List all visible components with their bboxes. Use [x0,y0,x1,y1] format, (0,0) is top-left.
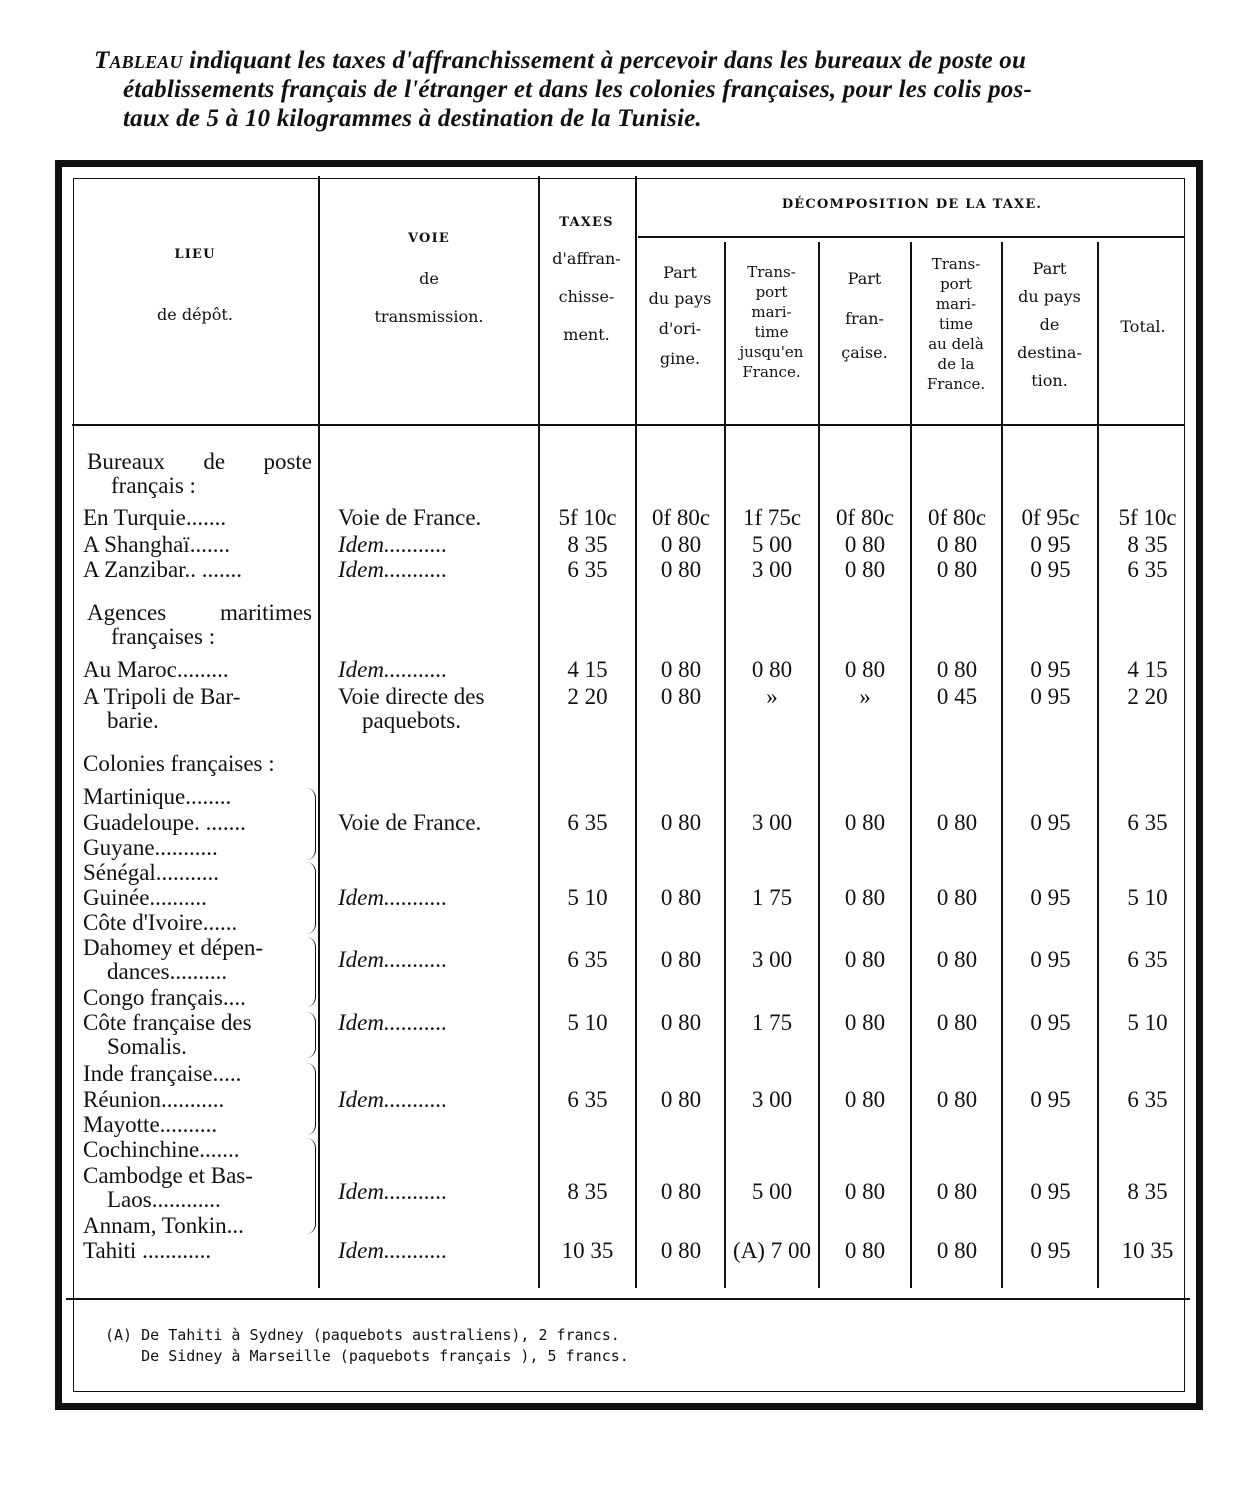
place-cell: Annam, Tonkin... [83,1213,244,1238]
fr-cell: » [859,684,871,709]
via-cell: Idem........... [338,1087,448,1112]
header-origin-3: d'ori- [658,319,702,338]
table-row [0,935,1246,984]
tr1-cell: 1 75 [751,1010,793,1035]
place-cell: Guyane........... [83,835,218,860]
tr1-cell: » [766,684,778,709]
table-row [0,657,1246,683]
total-cell: 8 35 [1127,532,1168,557]
tr2-cell: 0 80 [936,885,978,910]
tr1-cell: 5 00 [751,1179,793,1204]
taxe-cell: 2 20 [567,684,608,709]
table-row [0,985,1246,1011]
place-cell: Martinique........ [83,784,232,809]
place-cell: A Zanzibar.. ....... [83,557,243,582]
via-cell-continued: paquebots. [362,708,462,733]
table-row [0,505,1246,531]
header-destination-4: destina- [1017,343,1082,362]
header-total: Total. [1120,317,1166,336]
taxe-cell: 8 35 [567,1179,608,1204]
fr-cell: 0 80 [844,557,886,582]
tr2-cell: 0 80 [936,1087,978,1112]
taxe-cell: 4 15 [567,657,608,682]
taxe-cell: 6 35 [567,1087,608,1112]
header-lieu-2: de dépôt. [157,305,233,324]
group-bureaux-2: français : [111,473,196,498]
header-taxes-3: chisse- [558,287,615,306]
dest-cell: 0 95 [1030,532,1071,557]
tr2-cell: 0 80 [936,557,978,582]
tr2-cell: 0 80 [936,657,978,682]
total-cell: 4 15 [1127,657,1168,682]
header-voie [320,228,538,328]
tr1-cell: (A) 7 00 [733,1238,811,1263]
table-row [0,910,1246,936]
header-transport-2-3: mari- [935,295,977,313]
total-cell: 8 35 [1127,1179,1168,1204]
taxe-cell: 5 10 [567,1010,608,1035]
orig-cell: 0 80 [660,947,702,972]
group-agences-1: Agences maritimes [87,600,312,625]
via-cell: Idem........... [338,657,448,682]
place-cell: Guadeloupe. ....... [83,810,246,835]
tr1-cell: 3 00 [751,557,793,582]
group-agences [87,601,312,649]
tr2-cell: 0 80 [936,810,978,835]
fr-cell: 0 80 [844,657,886,682]
header-taxes [538,212,635,346]
header-destination-1: Part [1032,259,1067,278]
place-cell: Cambodge et Bas- [83,1163,253,1188]
header-transport-1-6: France. [742,363,801,381]
table-row [0,885,1246,911]
header-origin-2: du pays [648,289,712,308]
tr1-cell: 1 75 [751,885,793,910]
fr-cell: 0 80 [844,1238,886,1263]
table-row [0,1213,1246,1239]
header-transport-2-6: de la [937,355,975,373]
orig-cell: 0 80 [660,1010,702,1035]
via-cell: Idem........... [338,532,448,557]
dest-cell: 0 95 [1030,947,1071,972]
header-transport-2-4: time [939,315,973,333]
tr2-cell: 0 80 [936,1010,978,1035]
via-cell: Voie directe des [338,684,485,709]
dest-cell: 0 95 [1030,885,1071,910]
place-cell: Sénégal........... [83,860,220,885]
footnote-line-2: De Sidney à Marseille (paquebots français ), 5 francs. [105,1347,629,1365]
dest-cell: 0 95 [1030,1087,1071,1112]
orig-cell: 0f 80c [651,505,711,530]
caption-line-2: établissements français de l'étranger et dans les colonies françaises, pour les colis pos- [123,76,1032,103]
tr2-cell: 0 80 [936,1238,978,1263]
dest-cell: 0f 95c [1021,505,1080,530]
place-cell: Dahomey et dépen- [83,935,264,960]
via-cell: Idem........... [338,557,448,582]
table-row [0,784,1246,810]
header-transport-1-1: Trans- [747,263,796,281]
header-transport-2-5: au delà [928,335,984,353]
header-lieu [72,244,318,326]
dest-cell: 0 95 [1030,657,1071,682]
via-cell: Voie de France. [338,810,482,835]
header-taxes-4: ment. [563,325,610,344]
header-voie-3: transmission. [374,307,484,326]
table-row [0,1087,1246,1113]
orig-cell: 0 80 [660,885,702,910]
table-row [0,532,1246,558]
place-cell: Côte française des [83,1010,252,1035]
table-row [0,1010,1246,1059]
place-cell: Mayotte.......... [83,1112,218,1137]
total-cell: 6 35 [1127,947,1168,972]
table-row [0,1112,1246,1138]
header-voie-2: de [419,269,439,288]
place-cell: Cochinchine....... [83,1137,240,1162]
dest-cell: 0 95 [1030,1010,1071,1035]
orig-cell: 0 80 [660,557,702,582]
header-destination-2: du pays [1018,287,1081,306]
header-decomposition: DÉCOMPOSITION DE LA TAXE. [781,197,1043,212]
header-transport-2 [911,254,1001,394]
caption-line-3: taux de 5 à 10 kilogrammes à destination de la Tunisie. [123,105,702,132]
place-cell: Tahiti ............ [83,1238,212,1263]
orig-cell: 0 80 [660,810,702,835]
header-transport-1-5: jusqu'en [739,343,804,361]
header-destination [1002,258,1097,392]
group-colonies: Colonies françaises : [83,751,275,776]
total-cell: 6 35 [1127,557,1168,582]
header-transport-1 [725,262,818,382]
fr-cell: 0 80 [844,532,886,557]
dest-cell: 0 95 [1030,1179,1071,1204]
table-row [0,1061,1246,1087]
footnote [105,1325,629,1367]
place-cell: Côte d'Ivoire...... [83,910,238,935]
fr-cell: 0 80 [844,810,886,835]
taxe-cell: 6 35 [567,947,608,972]
taxe-cell: 10 35 [561,1238,614,1263]
header-transport-1-2: port [755,283,788,301]
dest-cell: 0 95 [1030,1238,1071,1263]
total-cell: 6 35 [1127,1087,1168,1112]
total-cell: 2 20 [1127,684,1168,709]
tr1-cell: 3 00 [751,1087,793,1112]
place-cell-continued: dances.......... [107,959,228,984]
via-cell: Idem........... [338,1238,448,1263]
header-transport-2-7: France. [926,375,986,393]
place-cell: En Turquie....... [83,505,227,530]
orig-cell: 0 80 [660,684,702,709]
via-cell: Idem........... [338,947,448,972]
place-cell: Congo français.... [83,985,246,1010]
via-cell: Idem........... [338,1179,448,1204]
table-row [0,860,1246,886]
header-transport-1-3: mari- [751,303,792,321]
fr-cell: 0 80 [844,1010,886,1035]
place-cell-continued: Somalis. [107,1034,187,1059]
tr1-cell: 5 00 [751,532,793,557]
decomposition-rule [638,236,1184,238]
orig-cell: 0 80 [660,1087,702,1112]
place-cell: A Tripoli de Bar- [83,684,241,709]
caption-lead: Tableau [94,47,183,74]
header-french-2: fran- [845,309,884,328]
table-row [0,810,1246,836]
fr-cell: 0 80 [844,1087,886,1112]
header-transport-1-4: time [754,323,789,341]
orig-cell: 0 80 [660,657,702,682]
table-row [0,835,1246,861]
fr-cell: 0 80 [844,885,886,910]
header-transport-2-1: Trans- [931,255,981,273]
table-row [0,557,1246,583]
table-caption [94,46,1184,133]
taxe-cell: 6 35 [567,557,608,582]
fr-cell: 0f 80c [835,505,895,530]
place-cell-continued: barie. [107,708,159,733]
header-destination-3: de [1039,315,1060,334]
orig-cell: 0 80 [660,1238,702,1263]
group-bureaux-1: Bureaux de poste [87,449,312,474]
via-cell: Idem........... [338,885,448,910]
footnote-line-1: (A) De Tahiti à Sydney (paquebots australiens), 2 francs. [105,1326,620,1344]
caption-line-1-text: indiquant les taxes d'affranchissement à percevoir dans les bureaux de poste ou [182,47,1027,74]
tr2-cell: 0 45 [936,684,978,709]
tr2-cell: 0 80 [936,1179,978,1204]
header-origin [636,262,724,370]
fr-cell: 0 80 [844,1179,886,1204]
table-row [0,1137,1246,1163]
table-row [0,684,1246,733]
header-lieu-1: LIEU [174,247,216,262]
footnote-rule [66,1298,1190,1300]
taxe-cell: 5 10 [567,885,608,910]
total-cell: 6 35 [1127,810,1168,835]
dest-cell: 0 95 [1030,810,1071,835]
header-rule [72,424,1184,426]
tr2-cell: 0 80 [936,532,978,557]
group-bureaux [87,450,312,498]
tr1-cell: 1f 75c [742,505,802,530]
place-cell: Au Maroc......... [83,657,229,682]
place-cell: Réunion........... [83,1087,225,1112]
total-cell: 5f 10c [1118,505,1177,530]
header-french [819,268,910,364]
fr-cell: 0 80 [844,947,886,972]
orig-cell: 0 80 [660,532,702,557]
header-voie-1: VOIE [408,231,450,246]
header-taxes-2: d'affran- [552,249,621,268]
header-transport-2-2: port [940,275,972,293]
taxe-cell: 6 35 [567,810,608,835]
header-destination-5: tion. [1031,371,1068,390]
table-row [0,1163,1246,1212]
via-cell: Voie de France. [338,505,482,530]
header-taxes-1: TAXES [559,215,614,230]
taxe-cell: 8 35 [567,532,608,557]
place-cell: A Shanghaï....... [83,532,230,557]
tr1-cell: 3 00 [751,810,793,835]
dest-cell: 0 95 [1030,557,1071,582]
tr1-cell: 0 80 [751,657,793,682]
taxe-cell: 5f 10c [558,505,617,530]
orig-cell: 0 80 [660,1179,702,1204]
caption-line-1 [94,46,1184,75]
total-cell: 5 10 [1127,885,1168,910]
via-cell: Idem........... [338,1010,448,1035]
group-agences-2: françaises : [111,624,216,649]
header-origin-1: Part [663,263,697,282]
header-origin-4: gine. [659,349,701,368]
total-cell: 10 35 [1121,1238,1174,1263]
header-french-1: Part [847,269,882,288]
place-cell: Inde française..... [83,1061,242,1086]
total-cell: 5 10 [1127,1010,1168,1035]
tr2-cell: 0f 80c [927,505,987,530]
place-cell-continued: Laos............ [107,1187,221,1212]
tr2-cell: 0 80 [936,947,978,972]
tr1-cell: 3 00 [751,947,793,972]
dest-cell: 0 95 [1030,684,1071,709]
header-french-3: çaise. [841,343,888,362]
table-row [0,1238,1246,1264]
place-cell: Guinée.......... [83,885,207,910]
